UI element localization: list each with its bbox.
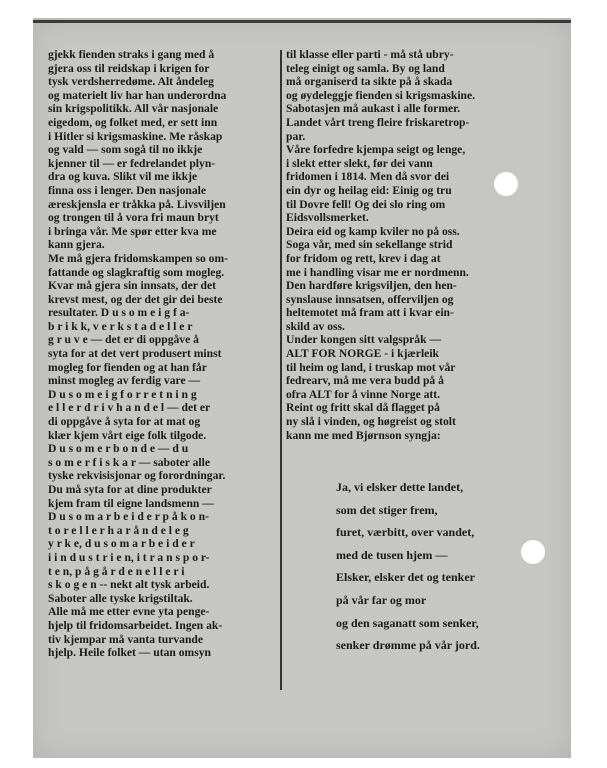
- text-line: b r i k k, v e r k s t a d e l l e r: [48, 319, 193, 333]
- text-line: fattande og slagkraftig som mogleg.: [48, 265, 225, 279]
- text-line: t o r e l l e r h a r å n d e l e g: [48, 523, 189, 537]
- punch-hole: [494, 172, 518, 196]
- text-line: sin krigspolitikk. All vår nasjonale: [48, 102, 219, 116]
- top-border-line: [33, 20, 571, 23]
- text-line: heltemotet må fram att i kvar ein-: [286, 306, 454, 320]
- text-line: og materielt liv har han underordna: [48, 88, 227, 102]
- text-line: Under kongen sitt valgspråk —: [286, 333, 442, 347]
- text-line: Den hardføre krigsviljen, den hen-: [286, 279, 457, 293]
- text-line: Våre forfedre kjempa seigt og lenge,: [286, 143, 466, 157]
- text-line: minst mogleg av ferdig vare —: [48, 374, 201, 388]
- poem-line: på vår far og mor: [336, 592, 427, 607]
- text-line: Alle må me etter evne yta penge-: [48, 605, 210, 619]
- text-line: ein dyr og heilag eid: Einig og tru: [286, 183, 452, 197]
- punch-hole: [521, 540, 545, 564]
- left-text-column: [48, 48, 295, 660]
- text-line: D u s o m a r b e i d e r p å k o n-: [48, 510, 209, 524]
- text-line: Landet vårt treng fleire friskaretrop-: [286, 115, 470, 129]
- text-line: Reint og fritt skal då flagget på: [286, 401, 440, 415]
- poem-line: med de tusen hjem —: [336, 547, 448, 562]
- text-line: syta for at det vert produsert minst: [48, 347, 222, 361]
- text-line: krevst mest, og der det gir dei beste: [48, 292, 223, 306]
- text-line: Sabotasjen må aukast i alle former.: [286, 102, 461, 116]
- text-line: skild av oss.: [286, 319, 345, 333]
- text-line: Du må syta for at dine produkter: [48, 483, 212, 496]
- poem-line: senker drømme på vår jord.: [336, 638, 480, 653]
- text-line: og trongen til å vora fri maun bryt: [48, 211, 219, 225]
- text-line: di oppgåve å syta for at mat og: [48, 415, 201, 429]
- text-line: Saboter alle tyske krigstiltak.: [48, 591, 193, 605]
- text-line: i bringa vår. Me spør etter kva me: [48, 224, 217, 238]
- text-line: tysk verdsherredøme. Alt åndeleg: [48, 75, 214, 89]
- text-line: tiv kjempar må vanta turvande: [48, 632, 204, 646]
- text-line: hjelp til fridomsarbeidet. Ingen ak-: [48, 618, 223, 632]
- text-line: resultater. D u s o m e i g f a-: [48, 306, 190, 320]
- text-line: tyske rekvisisjonar og forordningar.: [48, 469, 226, 483]
- text-line: for fridom og rett, krev i dag at: [286, 251, 441, 265]
- text-line: t e n, p å g å r d e n e l l e r i: [48, 564, 185, 578]
- text-line: i slekt etter slekt, før dei vann: [286, 156, 433, 170]
- text-line: fedrearv, må me vera budd på å: [286, 374, 444, 388]
- text-line: gjera oss til reidskap i krigen for: [48, 61, 210, 75]
- text-line: klær kjem vårt eige folk tilgode.: [48, 428, 207, 442]
- text-line: og øydeleggje fienden si krigsmaskine.: [286, 88, 476, 102]
- text-line: s o m e r f i s k a r — saboter alle: [48, 455, 210, 469]
- poem-line: furet, værbitt, over vandet,: [336, 525, 475, 540]
- poem-line: og den saganatt som senker,: [336, 615, 479, 630]
- poem-stanza: [336, 476, 480, 657]
- text-line: teleg einigt og samla. By og land: [286, 61, 445, 75]
- text-line: og vald — som sogå til no ikkje: [48, 143, 203, 157]
- text-line: finna oss i lenger. Den nasjonale: [48, 183, 207, 197]
- text-line: hjelp. Heile folket — utan omsyn: [48, 646, 211, 660]
- text-line: D u s o m e r b o n d e — d u: [48, 442, 189, 456]
- text-line: Eidsvollsmerket.: [286, 211, 369, 225]
- column-divider: [280, 50, 282, 690]
- poem-line: som det stiger frem,: [336, 502, 438, 517]
- text-line: ofra ALT for å vinne Norge att.: [286, 387, 441, 401]
- text-line: me i handling visar me er nordmenn.: [286, 265, 469, 279]
- text-line: e l l e r d r i v h a n d e l — det er: [48, 401, 211, 415]
- poem-line: Ja, vi elsker dette landet,: [336, 480, 464, 494]
- text-line: æreskjensla er tråkka på. Livsviljen: [48, 197, 226, 211]
- text-line: fridomen i 1814. Men då svor dei: [286, 170, 450, 184]
- text-line: par.: [286, 129, 306, 143]
- text-line: til Dovre fell! Og dei slo ring om: [286, 197, 446, 211]
- text-line: synslause innsatsen, offerviljen og: [286, 292, 454, 306]
- text-line: til klasse eller parti - må stå ubry-: [286, 48, 454, 61]
- text-line: g r u v e — det er di oppgåve å: [48, 333, 199, 347]
- text-line: kann gjera.: [48, 238, 105, 252]
- text-line: gjekk fienden straks i gang med å: [48, 48, 215, 61]
- text-line: kjem fram til eigne landsmenn —: [48, 496, 214, 510]
- text-line: D u s o m e i g f o r r e t n i n g: [48, 387, 197, 401]
- text-line: Deira eid og kamp kviler no på oss.: [286, 224, 460, 238]
- text-line: s k o g e n -- nekt alt tysk arbeid.: [48, 578, 210, 592]
- text-line: i i n d u s t r i e n, i t r a n s p o r-: [48, 550, 210, 564]
- right-text-column: [286, 48, 526, 442]
- text-line: til heim og land, i truskap mot vår: [286, 360, 456, 374]
- text-line: Kvar må gjera sin innsats, der det: [48, 279, 217, 293]
- text-line: kann me med Bjørnson syngja:: [286, 428, 441, 442]
- poem-line: Elsker, elsker det og tenker: [336, 570, 475, 585]
- text-line: Soga vår, med sin sekellange strid: [286, 238, 453, 252]
- text-line: må organiserd ta sikte på å skada: [286, 75, 453, 89]
- text-line: dra og kuva. Slikt vil me ikkje: [48, 170, 198, 184]
- text-line: kjenner til — er fedrelandet plyn-: [48, 156, 216, 170]
- text-line: Me må gjera fridomskampen so om-: [48, 251, 228, 265]
- text-line: i Hitler si krigsmaskine. Me råskap: [48, 129, 223, 143]
- text-line: ALT FOR NORGE - i kjærleik: [286, 347, 439, 361]
- text-line: y r k e, d u s o m a r b e i d e r: [48, 537, 195, 551]
- text-line: eigedom, og folket med, er sett inn: [48, 115, 218, 129]
- text-line: mogleg for fienden og at han får: [48, 360, 207, 374]
- text-line: ny slå i vinden, og høgreist og stolt: [286, 415, 456, 429]
